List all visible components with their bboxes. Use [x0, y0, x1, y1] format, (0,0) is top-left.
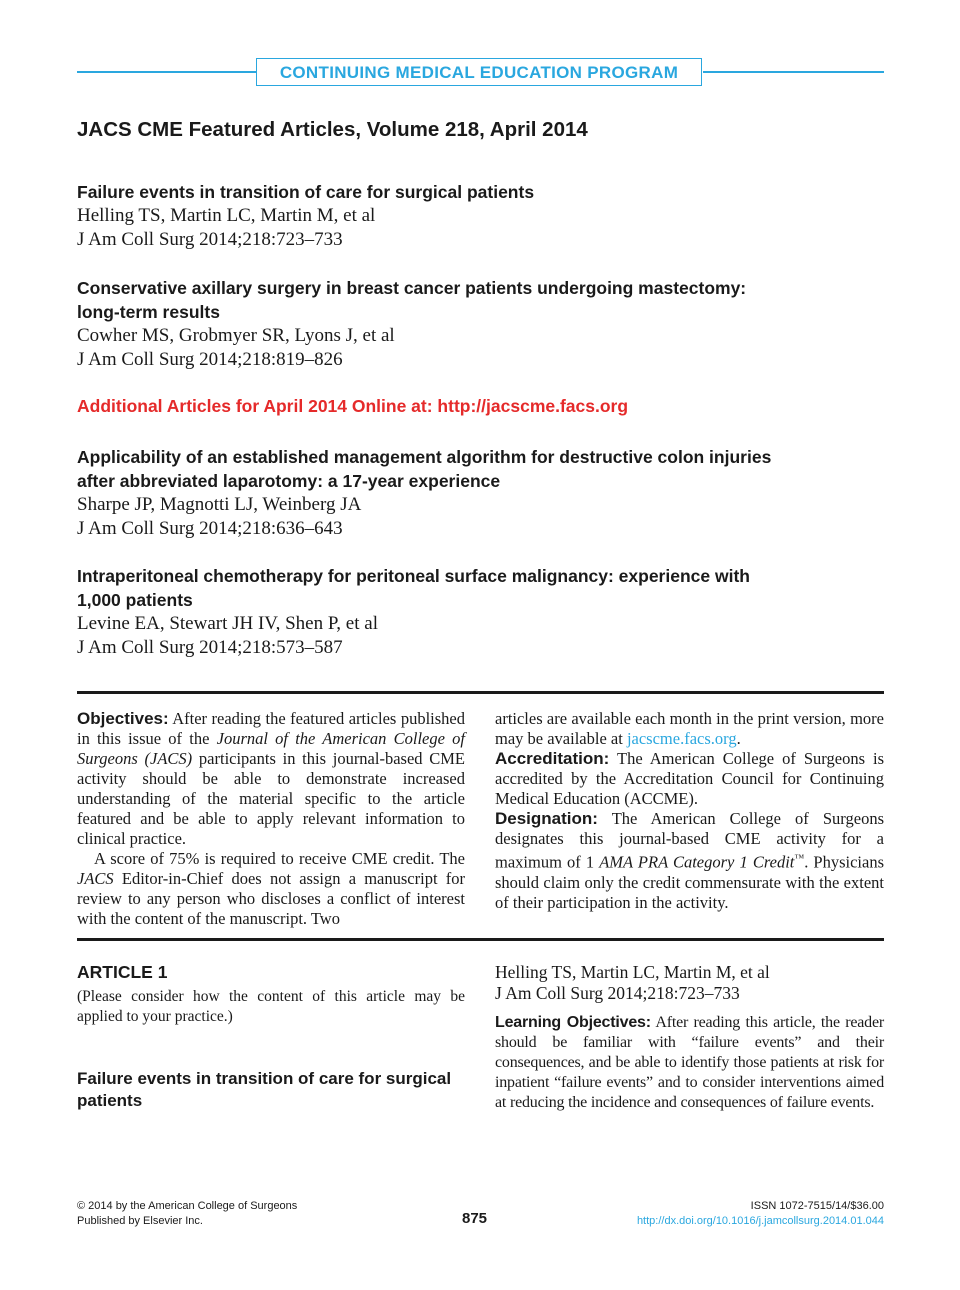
article-title-line-2: long-term results	[77, 302, 220, 322]
issn: ISSN 1072-7515/14/$36.00	[750, 1200, 884, 1212]
article-authors: Cowher MS, Grobmyer SR, Lyons J, et al	[77, 325, 395, 346]
learning-objectives-heading: Learning Objectives:	[495, 1014, 651, 1031]
page-title: JACS CME Featured Articles, Volume 218, April 2014	[77, 118, 588, 141]
banner-rule-left	[77, 71, 257, 73]
credit-designation: AMA PRA Category 1 Credit	[599, 852, 795, 872]
learning-objectives-paragraph: Learning Objectives: After reading this article, the reader should be familiar with “failure events” and their consequences, and be able to identify those patients at risk for inpatient “failure events” and to consider interventions aimed at reducing the incidence and consequences of failure events.	[495, 1014, 884, 1111]
accreditation-column	[495, 709, 884, 913]
article-title-line-2: 1,000 patients	[77, 590, 193, 610]
article-authors: Helling TS, Martin LC, Martin M, et al	[77, 205, 376, 226]
score-paragraph: A score of 75% is required to receive CME credit. The JACS Editor-in-Chief does not assign a manuscript for review to any person who discloses a conflict of interest with the content of the manuscript. Two	[77, 849, 465, 928]
page-number: 875	[462, 1210, 488, 1227]
article-1-note: (Please consider how the content of this article may be applied to your practice.)	[77, 988, 465, 1025]
article-title-line-1: Applicability of an established management algorithm for destructive colon injuries	[77, 447, 772, 467]
article-citation: J Am Coll Surg 2014;218:723–733	[77, 228, 343, 250]
section-divider-top	[77, 691, 884, 694]
article-1-authors: Helling TS, Martin LC, Martin M, et al	[495, 962, 770, 982]
additional-article-1	[77, 445, 877, 540]
section-divider-bottom	[77, 938, 884, 941]
additional-article-2	[77, 564, 877, 659]
publisher-notice: Published by Elsevier Inc.	[77, 1215, 203, 1227]
section-banner: CONTINUING MEDICAL EDUCATION PROGRAM	[256, 58, 702, 86]
objectives-paragraph: Objectives: After reading the featured articles published in this issue of the Journal of the American College of Surgeons (JACS) participants in this journal-based CME activity should be able to demonstrate increased understanding of the material specific to the article featured and be able to apply relevant information to clinical practice.	[77, 709, 466, 848]
article-authors: Levine EA, Stewart JH IV, Shen P, et al	[77, 613, 378, 634]
article-1-details	[495, 962, 884, 1113]
article-citation: J Am Coll Surg 2014;218:819–826	[77, 348, 343, 370]
score-paragraph-continued: articles are available each month in the print version, more may be available at jacscme.facs.org.	[495, 709, 884, 748]
trademark-symbol: ™	[794, 853, 805, 864]
article-title-line-2: after abbreviated laparotomy: a 17-year experience	[77, 471, 501, 491]
accreditation-paragraph: Accreditation: The American College of Surgeons is accredited by the Accreditation Council for Continuing Medical Education (ACCME).	[495, 749, 884, 808]
online-articles-link[interactable]: Additional Articles for April 2014 Online at: http://jacscme.facs.org	[77, 396, 629, 416]
designation-heading: Designation:	[495, 809, 598, 828]
copyright-notice: © 2014 by the American College of Surgeons	[77, 1200, 298, 1212]
article-authors: Sharpe JP, Magnotti LJ, Weinberg JA	[77, 494, 362, 515]
article-citation: J Am Coll Surg 2014;218:573–587	[77, 636, 343, 658]
article-title-line-1: Conservative axillary surgery in breast cancer patients undergoing mastectomy:	[77, 278, 747, 298]
objectives-column	[77, 709, 465, 929]
banner-rule-right	[703, 71, 884, 73]
featured-article-2	[77, 276, 877, 371]
article-1-label: ARTICLE 1	[77, 962, 168, 982]
article-1-citation: J Am Coll Surg 2014;218:723–733	[495, 983, 740, 1003]
article-1-title: Failure events in transition of care for surgical patients	[77, 1069, 452, 1110]
designation-paragraph: Designation: The American College of Surgeons designates this journal-based CME activity for a maximum of 1 AMA PRA Category 1 Credit™. Physicians should claim only the credit commensurate with the extent of their participation in the activity.	[495, 809, 884, 912]
journal-name: Journal of the American College of Surgeons (JACS)	[77, 729, 465, 768]
accreditation-heading: Accreditation:	[495, 749, 610, 768]
featured-article-1	[77, 180, 877, 251]
article-citation: J Am Coll Surg 2014;218:636–643	[77, 517, 343, 539]
objectives-heading: Objectives:	[77, 709, 169, 728]
cme-website-link[interactable]: jacscme.facs.org	[626, 729, 737, 748]
article-title-line-1: Intraperitoneal chemotherapy for peritoneal surface malignancy: experience with	[77, 566, 750, 586]
article-title: Failure events in transition of care for surgical patients	[77, 182, 535, 202]
doi-link[interactable]: http://dx.doi.org/10.1016/j.jamcollsurg.2014.01.044	[636, 1215, 884, 1227]
